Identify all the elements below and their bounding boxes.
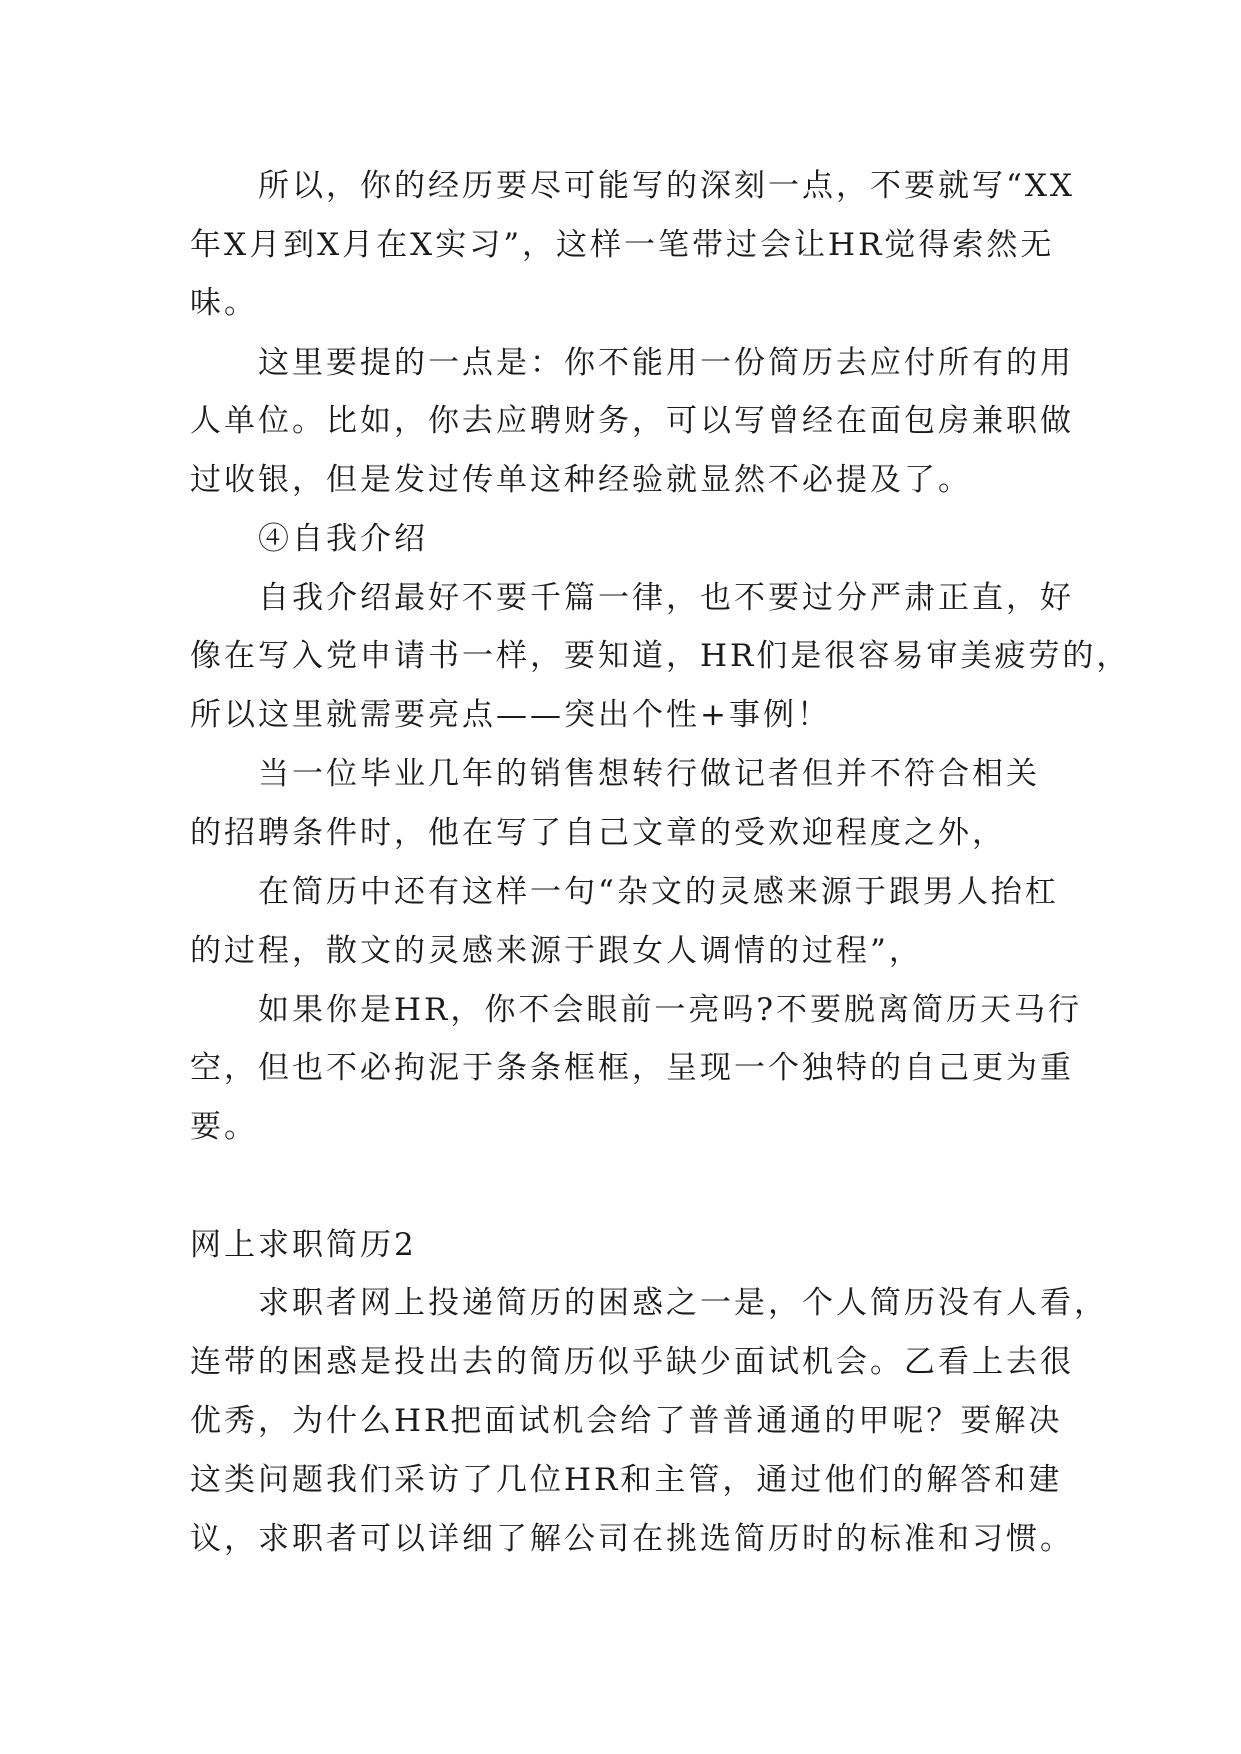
section-heading: ④自我介绍 (258, 521, 428, 557)
paragraph-line: 如果你是HR，你不会眼前一亮吗?不要脱离简历天马行 (258, 992, 1082, 1028)
paragraph-line: 自我介绍最好不要千篇一律，也不要过分严肃正直，好 (258, 580, 1074, 616)
paragraph-line: 连带的困惑是投出去的简历似乎缺少面试机会。乙看上去很 (190, 1344, 1074, 1380)
paragraph-line: 这里要提的一点是：你不能用一份简历去应付所有的用 (258, 345, 1074, 381)
paragraph-line: 人单位。比如，你去应聘财务，可以写曾经在面包房兼职做 (190, 403, 1074, 439)
paragraph-line: 空，但也不必拘泥于条条框框，呈现一个独特的自己更为重 (190, 1050, 1074, 1086)
paragraph-line: 优秀，为什么HR把面试机会给了普普通通的甲呢？要解决 (190, 1403, 1063, 1439)
paragraph-line: 这类问题我们采访了几位HR和主管，通过他们的解答和建 (190, 1462, 1063, 1498)
paragraph-line: 年X月到X月在X实习”，这样一笔带过会让HR觉得索然无 (190, 227, 1055, 263)
paragraph-line: 过收银，但是发过传单这种经验就显然不必提及了。 (190, 462, 972, 498)
paragraph-line: 味。 (190, 285, 258, 321)
paragraph-line: 求职者网上投递简历的困惑之一是，个人简历没有人看， (258, 1285, 1108, 1321)
paragraph-line: 议，求职者可以详细了解公司在挑选简历时的标准和习惯。 (190, 1521, 1074, 1557)
paragraph-line: 的过程，散文的灵感来源于跟女人调情的过程”， (190, 933, 923, 969)
paragraph-line: 要。 (190, 1109, 258, 1145)
paragraph-line: 在简历中还有这样一句“杂文的灵感来源于跟男人抬杠 (258, 874, 1059, 910)
paragraph-line: 的招聘条件时，他在写了自己文章的受欢迎程度之外， (190, 815, 1006, 851)
paragraph-line: 当一位毕业几年的销售想转行做记者但并不符合相关 (258, 756, 1040, 792)
paragraph-line: 像在写入党申请书一样，要知道，HR们是很容易审美疲劳的， (190, 638, 1131, 674)
section-title: 网上求职简历2 (190, 1227, 417, 1263)
paragraph-line: 所以这里就需要亮点——突出个性+事例！ (190, 697, 831, 733)
paragraph-line: 所以，你的经历要尽可能写的深刻一点，不要就写“XX (258, 168, 1075, 204)
